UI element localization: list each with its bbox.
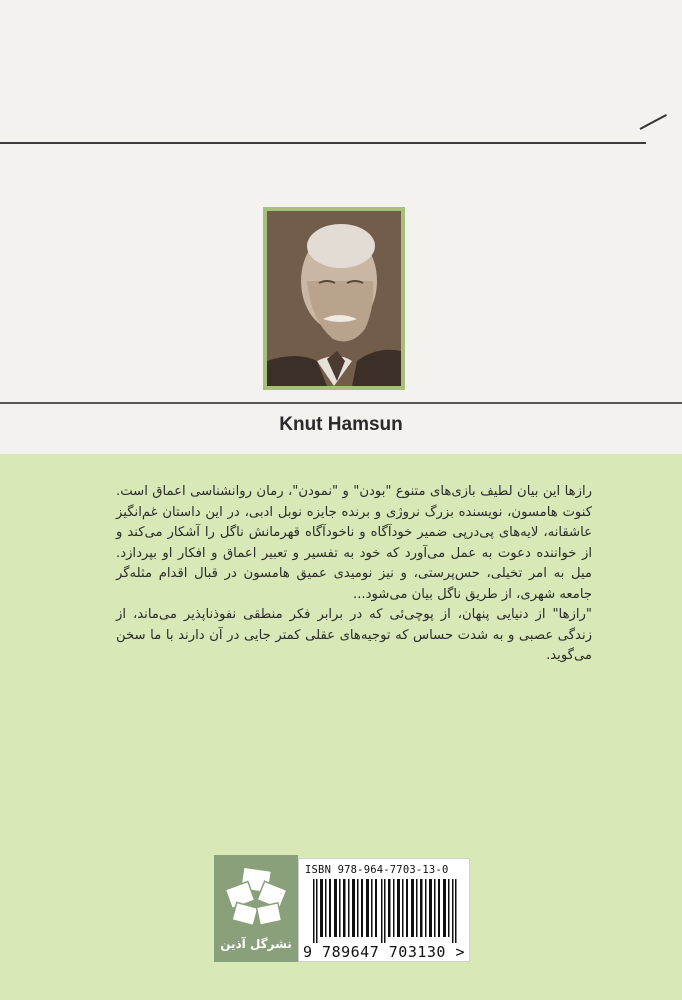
- publisher-name: نشرگل آذین: [220, 937, 292, 951]
- barcode-digits: 9 789647 703130 >: [303, 943, 466, 961]
- isbn-barcode: [298, 858, 470, 962]
- description-paragraph: "رازها" از دنیایی پنهان، از پوچی‌ئی که در برابر فکر منطقی نفوذناپذیر می‌ماند، از زندگی عصبی و به شدت حساس که توجیه‌های عقلی کمتر جایی در آن دارند با ما سخن می‌گوید.: [116, 607, 592, 663]
- author-portrait-image: [267, 211, 401, 386]
- middle-divider-line: [0, 402, 682, 404]
- book-description: [116, 482, 592, 667]
- description-paragraph: رازها این بیان لطیف بازی‌های متنوع "بودن" و "نمودن"، رمان روانشناسی اعماق است. کنوت هامسون، نویسنده بزرگ نروژی و برنده جایزه نوبل ادبی، در این داستان غم‌انگیز عاشقانه، لایه‌های پی‌درپی ضمیر خودآگاه و ناخودآگاه قهرمانش ناگل را آشکار می‌کند و از خواننده دعوت به عمل می‌آورد که خود به تفسیر و تعبیر اعماق و افکار او بپردازد. میل به امر تخیلی، حس‌پرستی، و نیز نومیدی عمیق هامسون در قبال اقدام مثله‌گر جامعه شهری، از طریق ناگل بیان می‌شود...: [116, 484, 592, 602]
- author-name: Knut Hamsun: [279, 414, 403, 435]
- top-divider-line: [0, 142, 646, 144]
- publisher-logo: [214, 855, 298, 962]
- barcode-bars: [311, 879, 461, 943]
- isbn-text: ISBN 978-964-7703-13-0: [305, 864, 449, 876]
- book-stack-icon: [214, 859, 298, 939]
- author-photo: [263, 207, 405, 390]
